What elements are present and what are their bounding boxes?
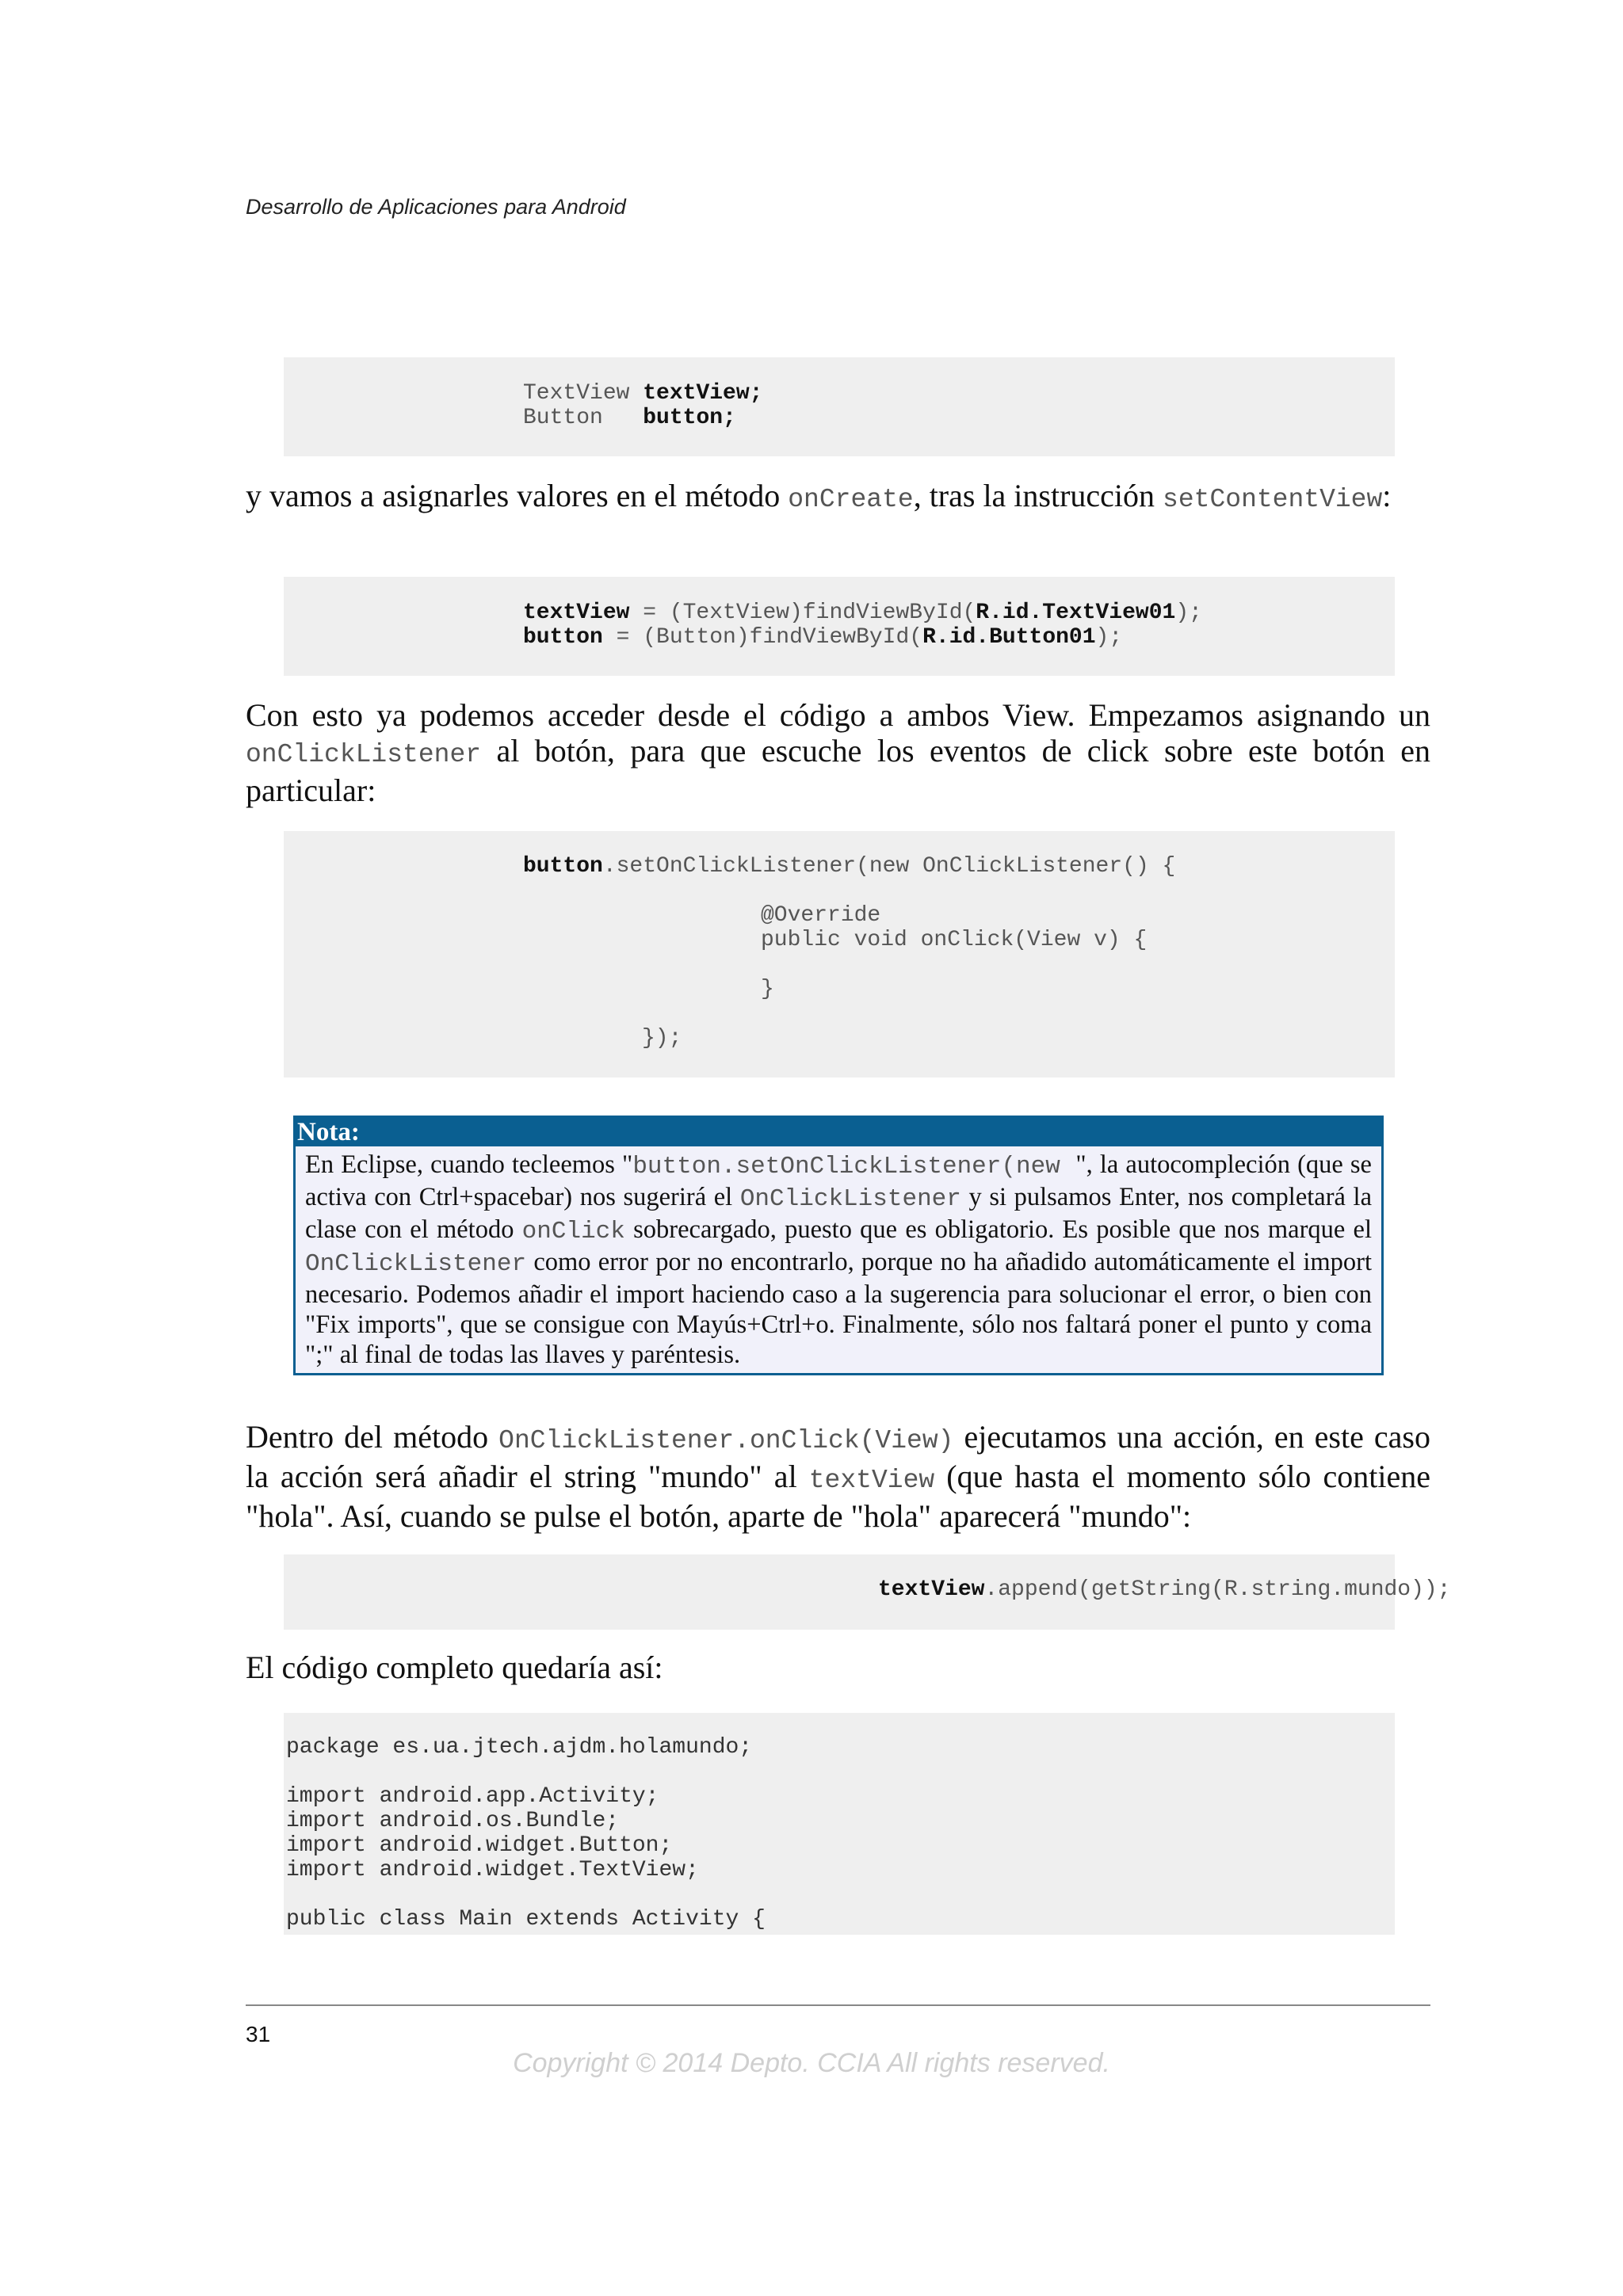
note-text: como error por no encontrarlo, porque no ha añadido automáticamente el import necesario. Podemos añadir el import haciendo caso a la sugerencia para solucionar el error, o bien con "Fix imports", que se consigue con Mayús+Ctrl+o. Finalmente, sólo nos faltará poner el punto y coma ";" al final de todas las llaves y paréntesis. bbox=[305, 1248, 1372, 1369]
code-text: import android.app.Activity; bbox=[286, 1784, 659, 1809]
paragraph-onclick-action bbox=[246, 1419, 1430, 1534]
paragraph-assign-values bbox=[246, 478, 1430, 517]
code-text: textView bbox=[878, 1577, 985, 1602]
code-block-full-listing bbox=[284, 1713, 1395, 1935]
code-text: ); bbox=[1095, 625, 1123, 650]
code-block-findviewbyid bbox=[284, 577, 1395, 676]
paragraph-onclicklistener bbox=[246, 697, 1430, 808]
code-text: textView bbox=[523, 601, 630, 625]
paragraph-text: : bbox=[1382, 478, 1392, 513]
inline-code: OnClickListener.onClick(View) bbox=[498, 1426, 954, 1455]
code-text: .setOnClickListener(new OnClickListener() { bbox=[602, 854, 1176, 879]
code-text: public class Main extends Activity { bbox=[286, 1907, 766, 1932]
note-box bbox=[293, 1116, 1384, 1375]
code-text: button; bbox=[643, 406, 736, 430]
code-text: @Override bbox=[761, 903, 881, 928]
code-text: } bbox=[761, 977, 774, 1001]
paragraph-text: (que hasta el momento sólo contiene "hola". Así, cuando se pulse el botón, aparte de "hola" aparecerá "mundo": bbox=[246, 1459, 1430, 1534]
code-text: R.id.Button01 bbox=[922, 625, 1096, 650]
code-text: package es.ua.jtech.ajdm.holamundo; bbox=[286, 1735, 753, 1760]
paragraph-text: Con esto ya podemos acceder desde el código a ambos View. Empezamos asignando un bbox=[246, 697, 1430, 733]
paragraph-text: al botón, para que escuche los eventos de click sobre este botón en particular: bbox=[246, 733, 1430, 808]
code-text: = (Button)findViewById( bbox=[602, 625, 923, 650]
copyright-notice: Copyright © 2014 Depto. CCIA All rights reserved. bbox=[513, 2048, 1110, 2078]
code-text: }); bbox=[642, 1026, 682, 1051]
code-text: button bbox=[523, 854, 603, 879]
code-block-append bbox=[284, 1554, 1451, 1630]
inline-code: onCreate bbox=[788, 485, 914, 514]
inline-code: textView bbox=[808, 1466, 935, 1495]
code-text: public void onClick(View v) { bbox=[761, 928, 1148, 952]
code-text: .append(getString(R.string.mundo)); bbox=[984, 1577, 1451, 1602]
footer-divider bbox=[246, 2004, 1430, 2006]
code-text: = (TextView)findViewById( bbox=[629, 601, 976, 625]
inline-code: onClickListener bbox=[246, 740, 482, 769]
note-title: Nota: bbox=[296, 1118, 1381, 1146]
inline-code: OnClickListener bbox=[739, 1185, 961, 1213]
paragraph-text: Dentro del método bbox=[246, 1419, 499, 1455]
inline-code: setContentView bbox=[1163, 485, 1383, 514]
code-text: textView; bbox=[643, 381, 763, 406]
paragraph-complete-code: El código completo quedaría así: bbox=[246, 1650, 663, 1685]
note-text: sobrecargado, puesto que es obligatorio. Es posible que nos marque el bbox=[624, 1215, 1372, 1244]
paragraph-text: ejecutamos una acción, en este caso la acción será añadir el string "mundo" al bbox=[246, 1419, 1430, 1494]
code-text: import android.os.Bundle; bbox=[286, 1809, 620, 1833]
code-text: Button bbox=[523, 406, 643, 430]
inline-code: onClick bbox=[521, 1218, 625, 1245]
code-text: ); bbox=[1175, 601, 1202, 625]
code-block-declarations bbox=[284, 357, 1395, 456]
code-text: button bbox=[523, 625, 603, 650]
code-text: R.id.TextView01 bbox=[976, 601, 1176, 625]
code-text: TextView bbox=[523, 381, 643, 406]
page-number: 31 bbox=[246, 2022, 271, 2046]
code-text: import android.widget.Button; bbox=[286, 1833, 673, 1858]
note-text: y si pulsamos Enter, nos completará la clase con el método bbox=[305, 1183, 1373, 1244]
note-text: ", la autocompleción (que se activa con Ctrl+spacebar) nos sugerirá el bbox=[305, 1150, 1372, 1211]
inline-code: button.setOnClickListener(new bbox=[632, 1153, 1076, 1180]
note-text: En Eclipse, cuando tecleemos " bbox=[305, 1150, 633, 1179]
running-header: Desarrollo de Aplicaciones para Android bbox=[246, 195, 626, 219]
paragraph-text: , tras la instrucción bbox=[913, 478, 1163, 513]
inline-code: OnClickListener bbox=[305, 1250, 527, 1278]
paragraph-text: y vamos a asignarles valores en el método bbox=[246, 478, 789, 513]
code-text: import android.widget.TextView; bbox=[286, 1858, 699, 1882]
note-body bbox=[296, 1146, 1381, 1370]
code-block-setonclicklistener bbox=[284, 831, 1395, 1077]
